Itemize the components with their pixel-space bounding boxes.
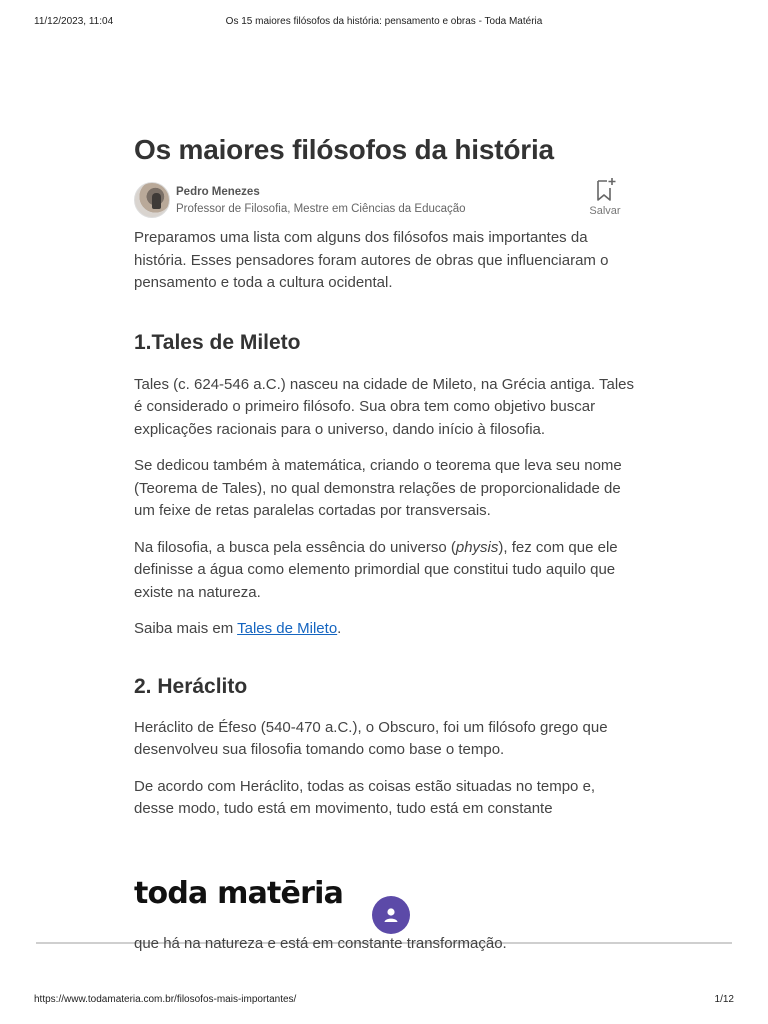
text-segment: ), fez com que ele definisse a água como elemento primordial que constitui tudo aquilo que existe na natureza.: [134, 538, 618, 601]
paragraph: Se dedicou também à matemática, criando o teorema que leva seu nome (Teorema de Tales), no qual demonstra relações de proporcionalidade de um feixe de retas paralelas cortadas por transversais.: [134, 457, 622, 519]
print-datetime: 11/12/2023, 11:04: [34, 16, 114, 27]
paragraph: Tales (c. 624-546 a.C.) nasceu na cidade de Mileto, na Grécia antiga. Tales é considerado o primeiro filósofo. Sua obra tem como objetivo buscar explicações racionais para o universo, dando início à filosofia.: [134, 375, 635, 438]
paragraph: De acordo com Heráclito, todas as coisas estão situadas no tempo e, desse modo, tudo está em movimento, tudo está em constante: [134, 777, 596, 817]
paragraph: Heráclito de Éfeso (540-470 a.C.), o Obscuro, foi um filósofo grego que desenvolveu sua filosofia tomando como base o tempo.: [134, 718, 608, 758]
section-heading-tales: 1.Tales de Mileto: [134, 330, 301, 354]
avatar: [134, 182, 170, 218]
print-footer: [34, 994, 734, 1008]
author-name[interactable]: Pedro Menezes: [176, 186, 260, 198]
section-heading-heraclito: 2. Heráclito: [134, 674, 248, 698]
text-segment: Saiba mais em: [134, 620, 238, 637]
user-icon: [381, 905, 401, 925]
print-document-title: Os 15 maiores filósofos da história: pensamento e obras - Toda Matéria: [225, 16, 543, 27]
article: [134, 132, 634, 835]
sticky-header-overlay: [36, 858, 732, 944]
page-title: Os maiores filósofos da história: [134, 134, 554, 165]
tales-link[interactable]: Tales de Mileto: [237, 620, 338, 637]
print-header: [34, 16, 734, 30]
intro-paragraph: Preparamos uma lista com alguns dos filósofos mais importantes da história. Esses pensadores foram autores de obras que influenciaram o pensamento e toda a cultura ocidental.: [134, 229, 609, 291]
print-url: https://www.todamateria.com.br/filosofos-mais-importantes/: [34, 994, 297, 1005]
site-logo[interactable]: toda matēria: [134, 876, 344, 911]
text-segment: Na filosofia, a busca pela essência do universo (: [134, 538, 456, 556]
save-label: Salvar: [589, 205, 621, 217]
page-number: 1/12: [714, 994, 734, 1005]
see-more-paragraph: [134, 618, 634, 641]
bookmark-add-icon: [593, 177, 617, 203]
paragraph: [134, 537, 634, 605]
save-button[interactable]: [588, 177, 622, 217]
italic-term: physis: [455, 538, 499, 556]
paragraph-continuation: que há na natureza e está em constante transformação.: [134, 935, 507, 952]
author-role: Professor de Filosofia, Mestre em Ciências da Educação: [176, 203, 466, 215]
continued-text: [134, 933, 634, 956]
user-account-button[interactable]: [372, 896, 410, 934]
author-block: [134, 177, 634, 227]
text-segment: .: [337, 620, 342, 637]
